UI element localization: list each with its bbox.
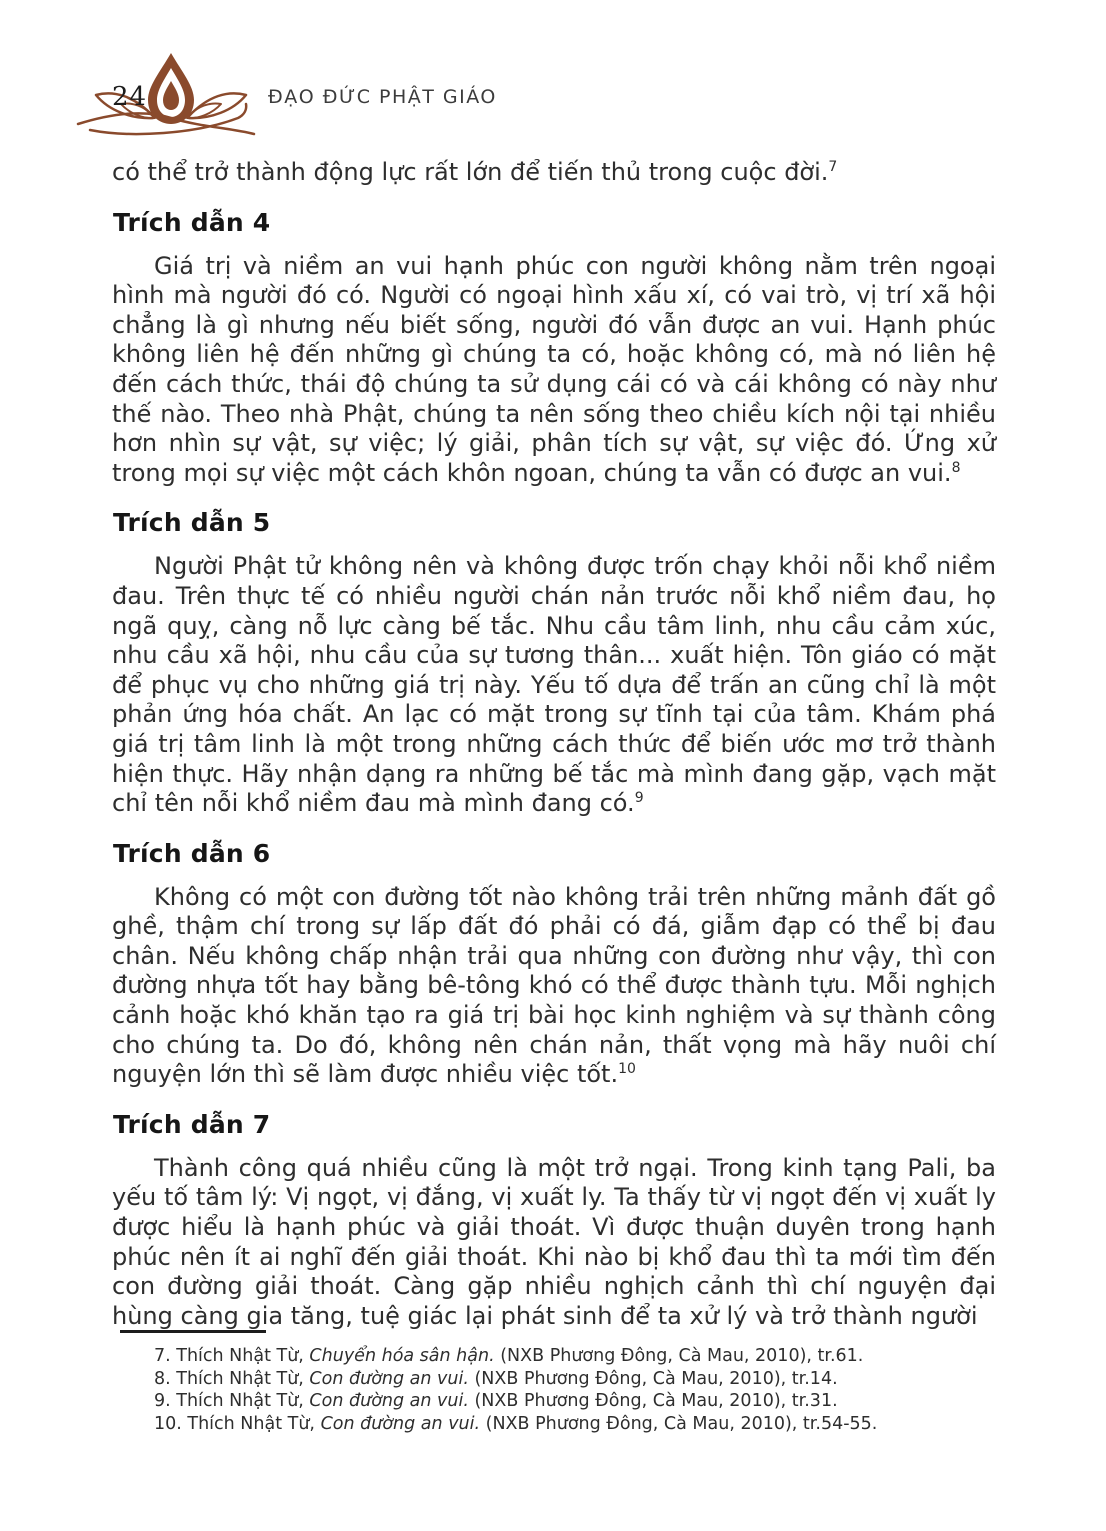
- section-heading: Trích dẫn 7: [113, 1109, 271, 1139]
- paragraph-continuation: [112, 158, 996, 188]
- section-paragraph: [112, 883, 996, 1090]
- lotus-icon: [76, 48, 262, 144]
- page-header: [76, 48, 497, 144]
- section-heading: Trích dẫn 4: [113, 207, 271, 237]
- paragraph-text: có thể trở thành động lực rất lớn để tiến thủ trong cuộc đời.: [112, 158, 829, 186]
- footnote-8: [154, 1368, 996, 1391]
- footnote-citation: 8. Thích Nhật Từ,: [154, 1368, 310, 1389]
- section-trich-dan-7: [112, 1110, 996, 1332]
- paragraph-text: Thành công quá nhiều cũng là một trở ngại. Trong kinh tạng Pali, ba yếu tố tâm lý: Vị ngọt, vị đắng, vị xuất ly. Ta thấy từ vị ngọt đến vị xuất ly được hiểu là hạnh phúc và giải thoát. Vì được thuận duyên trong hạnh phúc nên ít ai nghĩ đến giải thoát. Khi nào bị khổ đau thì ta mới tìm đến con đường giải thoát. Càng gặp nhiều nghịch cảnh thì chí nguyện đại hùng càng gia tăng, tuệ giác lại phát sinh để ta xử lý và trở thành người: [112, 1153, 996, 1330]
- footnote-book-title: Con đường an vui.: [320, 1413, 481, 1434]
- footnote-7: [154, 1345, 996, 1368]
- footnote-book-title: Con đường an vui.: [309, 1368, 469, 1389]
- footnote-citation: 7. Thích Nhật Từ,: [154, 1346, 310, 1366]
- section-trich-dan-5: [112, 508, 996, 818]
- footnote-publisher: (NXB Phương Đông, Cà Mau, 2010), tr.54-55.: [480, 1413, 878, 1434]
- paragraph-text: Người Phật tử không nên và không được trốn chạy khỏi nỗi khổ niềm đau. Trên thực tế có nhiều người chán nản trước nỗi khổ niềm đau, họ ngã quỵ, càng nỗ lực càng bế tắc. Nhu cầu tâm linh, nhu cầu cảm xúc, nhu cầu xã hội, nhu cầu của sự tương thân... xuất hiện. Tôn giáo có mặt để phục vụ cho những giá trị này. Yếu tố dựa để trấn an cũng chỉ là một phản ứng hóa chất. An lạc có mặt trong sự tĩnh tại của tâm. Khám phá giá trị tâm linh là một trong những cách thức để biến ước mơ trở thành hiện thực. Hãy nhận dạng ra những bế tắc mà mình đang gặp, vạch mặt chỉ tên nỗi khổ niềm đau mà mình đang có.: [112, 552, 996, 818]
- header-ornament: [76, 48, 262, 144]
- section-trich-dan-6: [112, 839, 996, 1090]
- footnote-9: [154, 1390, 996, 1413]
- section-heading: Trích dẫn 6: [113, 838, 271, 868]
- section-paragraph: [112, 552, 996, 818]
- footnote-ref-10: 10: [618, 1061, 636, 1078]
- section-heading: Trích dẫn 5: [113, 508, 271, 538]
- footnotes-block: [112, 1330, 996, 1435]
- footnote-publisher: (NXB Phương Đông, Cà Mau, 2010), tr.14.: [468, 1368, 838, 1389]
- section-paragraph: [112, 1154, 996, 1332]
- footnote-book-title: Chuyển hóa sân hận.: [309, 1346, 495, 1366]
- footnote-citation: 10. Thích Nhật Từ,: [154, 1413, 321, 1434]
- section-trich-dan-4: [112, 208, 996, 489]
- footnote-citation: 9. Thích Nhật Từ,: [154, 1391, 310, 1412]
- footnote-publisher: (NXB Phương Đông, Cà Mau, 2010), tr.31.: [468, 1391, 838, 1412]
- running-title: ĐẠO ĐỨC PHẬT GIÁO: [268, 86, 497, 108]
- footnote-ref-9: 9: [634, 790, 644, 807]
- footnote-ref-7: 7: [828, 159, 838, 175]
- paragraph-text: Giá trị và niềm an vui hạnh phúc con người không nằm trên ngoại hình mà người đó có. Người có ngoại hình xấu xí, có vai trò, vị trí xã hội chẳng là gì nhưng nếu biết sống, người đó vẫn được an vui. Hạnh phúc không liên hệ đến những gì chúng ta có, hoặc không có, mà nó liên hệ đến cách thức, thái độ chúng ta sử dụng cái có và cái không có này như thế nào. Theo nhà Phật, chúng ta nên sống theo chiều kích nội tại nhiều hơn nhìn sự vật, sự việc; lý giải, phân tích sự vật, sự việc đó. Ứng xử trong mọi sự việc một cách khôn ngoan, chúng ta vẫn có được an vui.: [112, 251, 996, 487]
- section-paragraph: [112, 252, 996, 489]
- page-body: [112, 158, 996, 1331]
- page-number: 24: [112, 82, 148, 112]
- footnote-publisher: (NXB Phương Đông, Cà Mau, 2010), tr.61.: [494, 1346, 864, 1366]
- footnote-divider: [120, 1330, 266, 1333]
- footnote-ref-8: 8: [951, 459, 961, 476]
- paragraph-text: Không có một con đường tốt nào không trải trên những mảnh đất gồ ghề, thậm chí trong sự lấp đất đó phải có đá, giẫm đạp có thể bị đau chân. Nếu không chấp nhận trải qua những con đường như vậy, thì con đường nhựa tốt hay bằng bê-tông khó có thể được thành tựu. Mỗi nghịch cảnh hoặc khó khăn tạo ra giá trị bài học kinh nghiệm và sự thành công cho chúng ta. Do đó, không nên chán nản, thất vọng mà hãy nuôi chí nguyện lớn thì sẽ làm được nhiều việc tốt.: [112, 882, 996, 1089]
- footnote-book-title: Con đường an vui.: [309, 1391, 469, 1412]
- footnote-10: [154, 1413, 996, 1436]
